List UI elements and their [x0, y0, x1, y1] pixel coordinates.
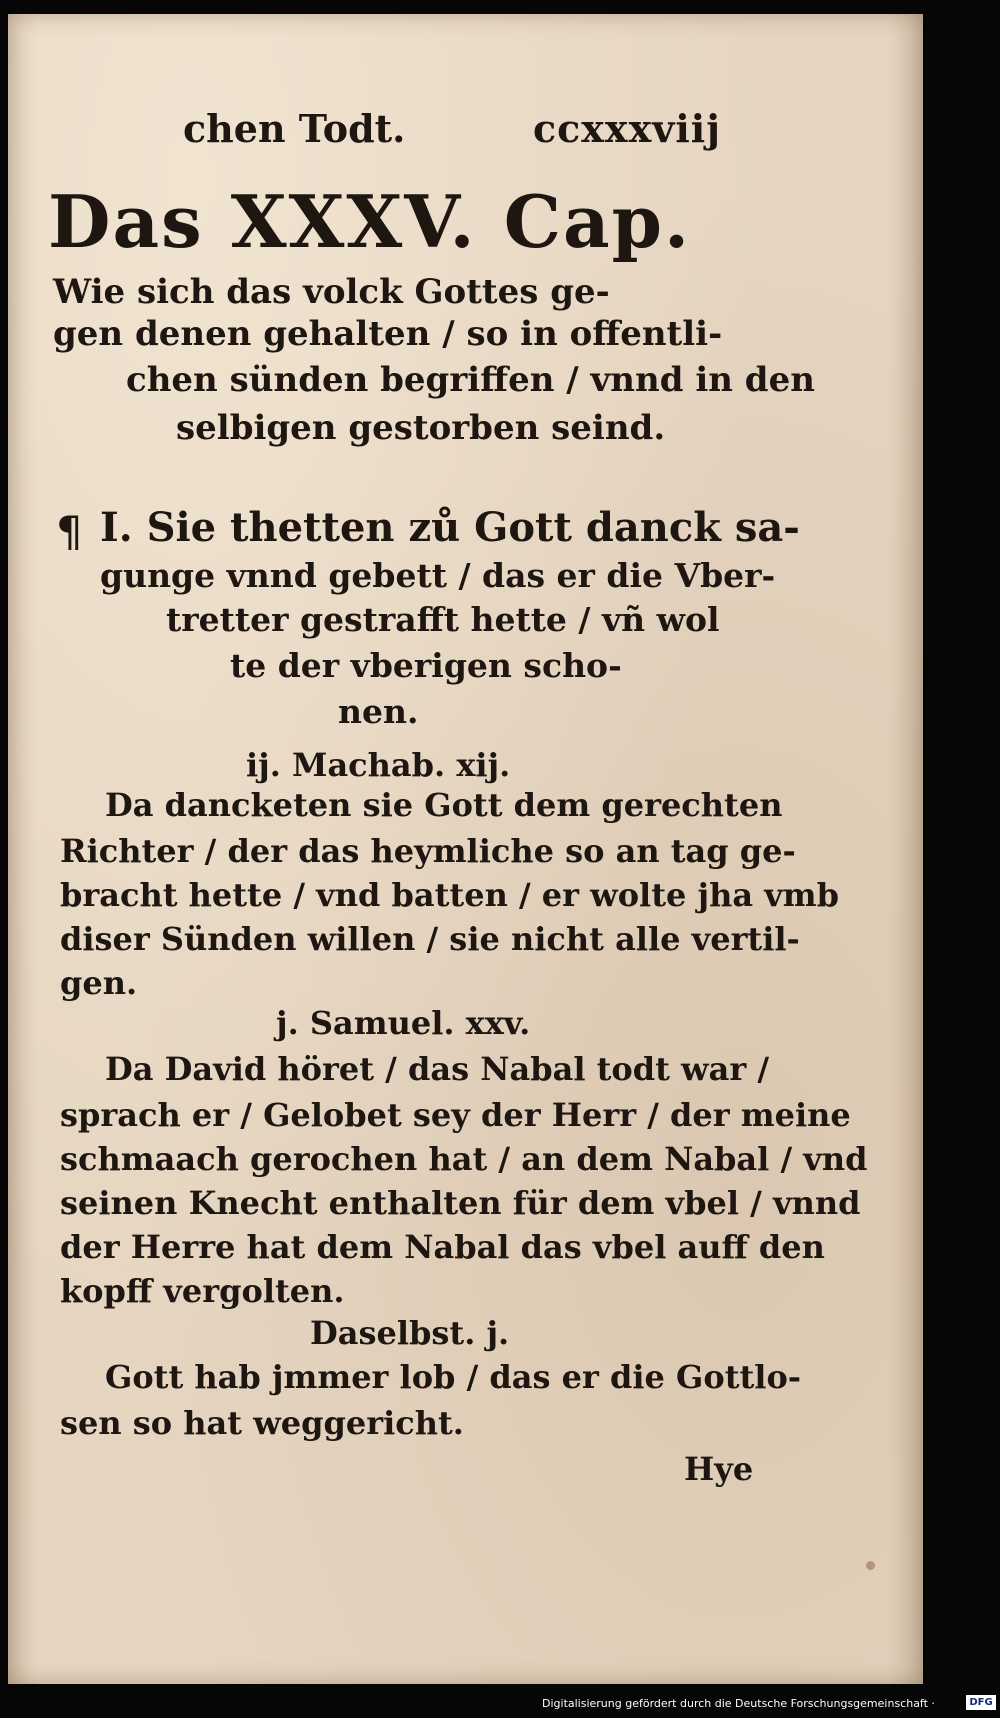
running-header-left: chen Todt.	[183, 106, 406, 151]
citation: ij. Machab. xij.	[246, 746, 511, 784]
folio-number: ccxxxviij	[533, 106, 721, 151]
chapter-title: Das XXXV. Cap.	[48, 179, 692, 264]
section-heading-line: gunge vnnd gebett / das er die Vber-	[100, 556, 776, 595]
chapter-subtitle-line: gen denen gehalten / so in offentli-	[53, 314, 723, 354]
chapter-subtitle-line: selbigen gestorben seind.	[176, 408, 666, 448]
citation: j. Samuel. xxv.	[276, 1004, 531, 1042]
paragraph-line: kopff vergolten.	[60, 1272, 345, 1310]
paragraph-line: schmaach gerochen hat / an dem Nabal / vnd	[60, 1140, 868, 1178]
chapter-subtitle-line: chen sünden begriffen / vnnd in den	[126, 360, 815, 400]
section-heading-line: nen.	[338, 692, 419, 731]
section-heading-line: I. Sie thetten zů Gott danck sa-	[100, 504, 800, 551]
funding-credit: Digitalisierung gefördert durch die Deutsche Forschungsgemeinschaft ·	[542, 1697, 935, 1710]
paragraph-line: bracht hette / vnd batten / er wolte jha vmb	[60, 876, 840, 914]
paragraph-line: seinen Knecht enthalten für dem vbel / vnnd	[60, 1184, 861, 1222]
catchword: Hye	[684, 1450, 754, 1488]
dfg-logo: DFG	[966, 1695, 996, 1710]
section-heading-line: te der vberigen scho-	[230, 646, 622, 685]
paragraph-line: der Herre hat dem Nabal das vbel auff den	[60, 1228, 825, 1266]
paragraph-line: Da dancketen sie Gott dem gerechten	[105, 786, 783, 824]
paragraph-line: diser Sünden willen / sie nicht alle vertil-	[60, 920, 800, 958]
chapter-subtitle-line: Wie sich das volck Gottes ge-	[53, 272, 610, 312]
paragraph-line: gen.	[60, 964, 138, 1002]
paragraph-line: Da David höret / das Nabal todt war /	[105, 1050, 769, 1088]
book-page	[8, 14, 923, 1684]
paragraph-line: Gott hab jmmer lob / das er die Gottlo-	[105, 1358, 802, 1396]
paper-stain	[866, 1561, 875, 1570]
section-heading-line: tretter gestrafft hette / vñ wol	[166, 600, 720, 639]
paragraph-line: sprach er / Gelobet sey der Herr / der meine	[60, 1096, 851, 1134]
citation: Daselbst. j.	[310, 1314, 510, 1352]
pilcrow-mark: ¶	[56, 507, 83, 556]
paragraph-line: Richter / der das heymliche so an tag ge-	[60, 832, 796, 870]
paragraph-line: sen so hat weggericht.	[60, 1404, 464, 1442]
